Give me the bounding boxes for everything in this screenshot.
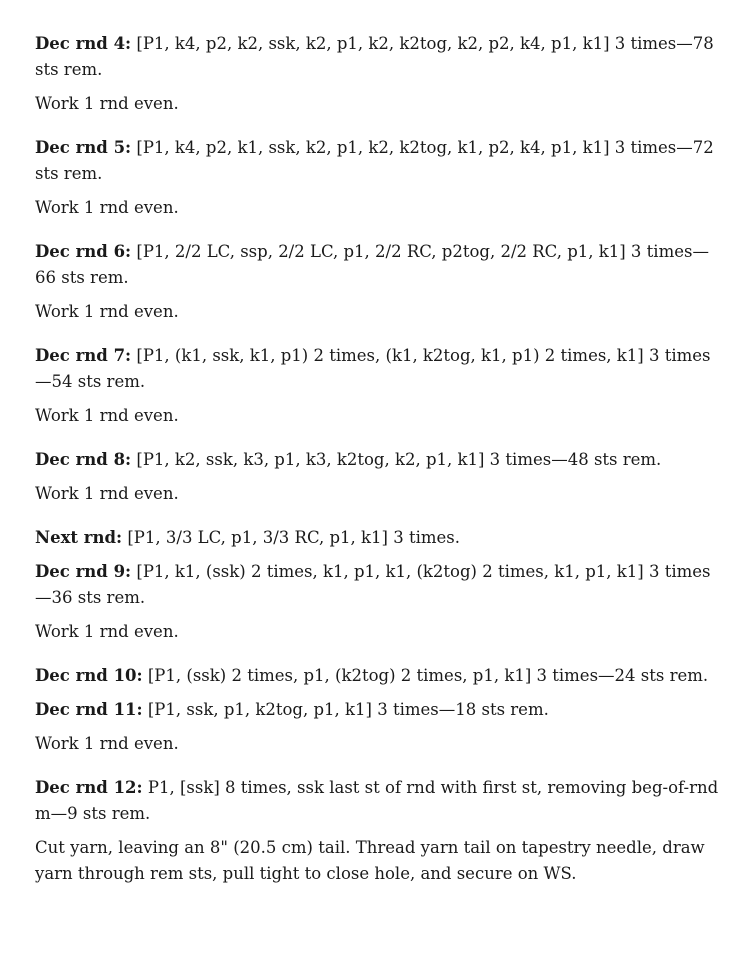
instruction-work-even bbox=[35, 481, 725, 507]
instruction-work-even bbox=[35, 403, 725, 429]
instruction-dec-rnd-6 bbox=[35, 239, 725, 291]
instruction-dec-rnd-8 bbox=[35, 447, 725, 473]
instruction-label: Dec rnd 12: bbox=[35, 778, 143, 797]
instruction-label: Dec rnd 8: bbox=[35, 450, 132, 469]
instruction-text: Work 1 rnd even. bbox=[35, 734, 179, 753]
instruction-dec-rnd-4 bbox=[35, 31, 725, 83]
instruction-text: [P1, k1, (ssk) 2 times, k1, p1, k1, (k2tog) 2 times, k1, p1, k1] 3 times—36 sts rem. bbox=[35, 562, 711, 607]
instruction-text: Work 1 rnd even. bbox=[35, 198, 179, 217]
instruction-work-even bbox=[35, 91, 725, 117]
instruction-text: [P1, k4, p2, k1, ssk, k2, p1, k2, k2tog, k1, p2, k4, p1, k1] 3 times—72 sts rem. bbox=[35, 138, 714, 183]
instruction-dec-rnd-9 bbox=[35, 559, 725, 611]
instruction-dec-rnd-10 bbox=[35, 663, 725, 689]
instruction-label: Dec rnd 4: bbox=[35, 34, 132, 53]
instruction-next-rnd bbox=[35, 525, 725, 551]
instruction-text: [P1, 2/2 LC, ssp, 2/2 LC, p1, 2/2 RC, p2tog, 2/2 RC, p1, k1] 3 times—66 sts rem. bbox=[35, 242, 709, 287]
instruction-text: Work 1 rnd even. bbox=[35, 622, 179, 641]
instruction-dec-rnd-7 bbox=[35, 343, 725, 395]
instruction-label: Dec rnd 9: bbox=[35, 562, 132, 581]
instruction-dec-rnd-12 bbox=[35, 775, 725, 827]
instruction-text: [P1, 3/3 LC, p1, 3/3 RC, p1, k1] 3 times. bbox=[127, 528, 460, 547]
instruction-label: Next rnd: bbox=[35, 528, 123, 547]
pattern-document bbox=[35, 31, 725, 887]
instruction-label: Dec rnd 10: bbox=[35, 666, 143, 685]
instruction-label: Dec rnd 5: bbox=[35, 138, 132, 157]
instruction-text: Work 1 rnd even. bbox=[35, 302, 179, 321]
instruction-work-even bbox=[35, 731, 725, 757]
instruction-text: Work 1 rnd even. bbox=[35, 94, 179, 113]
instruction-text: Cut yarn, leaving an 8" (20.5 cm) tail. Thread yarn tail on tapestry needle, draw yarn through rem sts, pull tight to close hole, and secure on WS. bbox=[35, 838, 705, 883]
instruction-text: Work 1 rnd even. bbox=[35, 484, 179, 503]
instruction-label: Dec rnd 7: bbox=[35, 346, 132, 365]
instruction-work-even bbox=[35, 299, 725, 325]
instruction-text: [P1, (k1, ssk, k1, p1) 2 times, (k1, k2tog, k1, p1) 2 times, k1] 3 times—54 sts rem. bbox=[35, 346, 711, 391]
instruction-text: [P1, (ssk) 2 times, p1, (k2tog) 2 times, p1, k1] 3 times—24 sts rem. bbox=[147, 666, 709, 685]
instruction-text: P1, [ssk] 8 times, ssk last st of rnd with first st, removing beg-of-rnd m—9 sts rem. bbox=[35, 778, 719, 823]
instruction-text: [P1, k4, p2, k2, ssk, k2, p1, k2, k2tog, k2, p2, k4, p1, k1] 3 times—78 sts rem. bbox=[35, 34, 714, 79]
instruction-work-even bbox=[35, 619, 725, 645]
instruction-work-even bbox=[35, 195, 725, 221]
instruction-text: [P1, ssk, p1, k2tog, p1, k1] 3 times—18 sts rem. bbox=[147, 700, 549, 719]
instruction-text: [P1, k2, ssk, k3, p1, k3, k2tog, k2, p1, k1] 3 times—48 sts rem. bbox=[136, 450, 662, 469]
instruction-label: Dec rnd 11: bbox=[35, 700, 143, 719]
instruction-finishing bbox=[35, 835, 725, 887]
instruction-dec-rnd-11 bbox=[35, 697, 725, 723]
instruction-text: Work 1 rnd even. bbox=[35, 406, 179, 425]
instruction-dec-rnd-5 bbox=[35, 135, 725, 187]
instruction-label: Dec rnd 6: bbox=[35, 242, 132, 261]
